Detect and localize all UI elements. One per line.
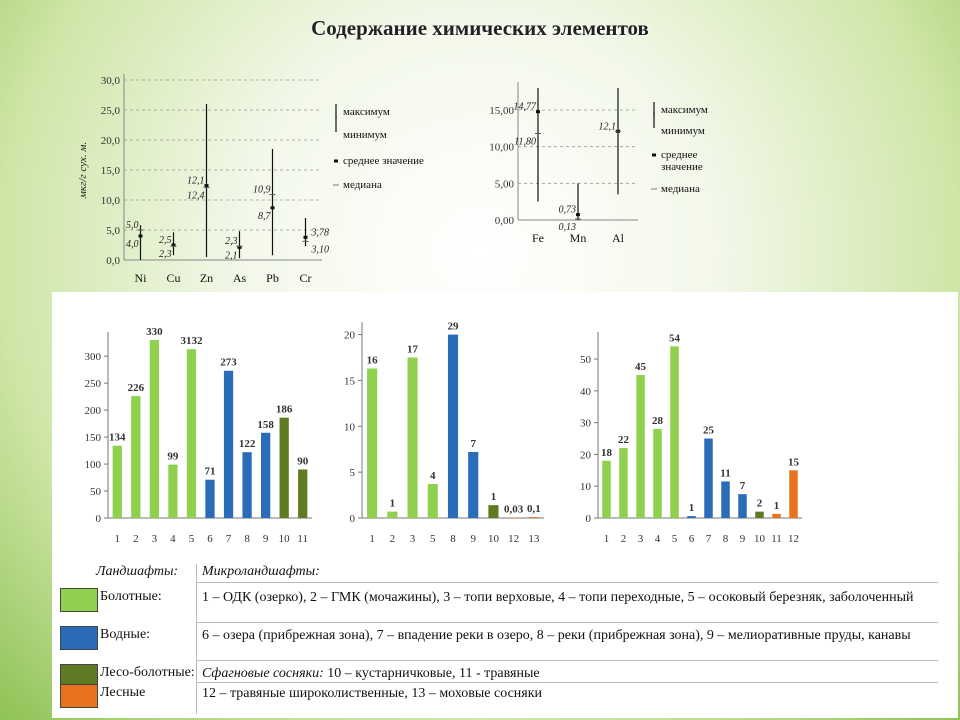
legend-name: Лесо-болотные: [100, 665, 195, 680]
y-tick-label: 0 [349, 513, 355, 525]
value-label: 12,1 [187, 175, 205, 187]
data-label: 0,03 [504, 503, 524, 516]
y-tick-label: 300 [84, 351, 101, 364]
x-tick-label: 8 [450, 533, 456, 545]
y-tick-label: 200 [84, 405, 101, 418]
legend-name: Водные: [100, 627, 151, 642]
bar-9 [738, 494, 747, 518]
data-label: 28 [652, 415, 663, 427]
value-label: 5,0 [126, 220, 139, 231]
x-tick-label: 4 [170, 533, 176, 545]
legend-desc-rest: 10 – кустарничковые, 11 - травяные [323, 666, 540, 681]
data-label: 18 [601, 446, 612, 459]
data-label: 158 [257, 418, 274, 431]
x-tick-label: 3 [409, 533, 416, 545]
legend-desc [202, 665, 942, 682]
x-tick-label: 8 [244, 533, 250, 545]
x-tick-label: 12 [508, 533, 520, 545]
bar-8 [721, 481, 730, 518]
y-tick-label: 150 [84, 432, 101, 445]
data-label: 99 [167, 450, 179, 463]
legend-row-water [52, 624, 958, 652]
bar-5 [187, 349, 196, 518]
x-tick-label: 10 [754, 533, 765, 545]
legend-swatch-water [60, 626, 98, 650]
x-tick-label: 8 [722, 533, 729, 545]
y-tick-label: 10,0 [100, 195, 120, 207]
y-tick-label: 5,0 [106, 225, 120, 237]
x-tick-label: Zn [199, 271, 214, 285]
value-label: 3,10 [311, 244, 329, 256]
y-tick-label: 10 [580, 481, 591, 494]
data-label: 4 [430, 470, 436, 483]
x-tick-label: 7 [705, 533, 712, 545]
range-chart-fe-mn-al [470, 82, 730, 252]
data-label: 11 [720, 467, 731, 480]
x-tick-label: Pb [266, 271, 279, 285]
bar-1 [113, 446, 122, 518]
bar-9 [468, 452, 478, 518]
data-label: 7 [739, 480, 746, 493]
data-label: 22 [618, 434, 629, 447]
y-tick-label: 100 [84, 459, 101, 472]
x-tick-label: 13 [528, 533, 540, 545]
x-tick-label: 11 [771, 533, 782, 545]
y-tick-label: 5,00 [494, 178, 514, 191]
x-tick-label: Al [612, 231, 624, 245]
legend-label: среднее [661, 149, 698, 161]
x-tick-label: 5 [671, 533, 678, 545]
data-label: 273 [220, 356, 237, 369]
value-label: 2,5 [159, 235, 172, 246]
x-tick-label: As [232, 271, 247, 285]
x-tick-label: 6 [207, 533, 213, 545]
value-label: 3,78 [311, 227, 329, 239]
bar-6 [205, 480, 214, 518]
x-tick-label: 2 [133, 533, 139, 545]
data-label: 71 [204, 465, 216, 478]
y-tick-label: 250 [84, 378, 101, 391]
x-tick-label: 3 [637, 533, 644, 545]
value-label: 0,13 [558, 222, 576, 234]
data-label: 16 [366, 354, 378, 367]
x-tick-label: 5 [430, 533, 436, 545]
legend-swatch-forest [60, 684, 98, 708]
x-tick-label: 1 [603, 533, 610, 545]
x-tick-label: Cr [299, 271, 312, 285]
x-tick-label: 9 [739, 533, 746, 545]
legend-head-landscape: Ландшафты: [96, 564, 179, 579]
bar-4 [653, 429, 662, 518]
x-tick-label: 10 [278, 533, 290, 545]
y-axis-label: мкг/г сух. м. [77, 141, 89, 199]
x-tick-label: 2 [389, 533, 396, 545]
bar-10 [755, 512, 764, 518]
value-label: 10,9 [253, 184, 271, 196]
bar-3 [408, 358, 418, 518]
legend-divider [196, 564, 197, 714]
bar-11 [298, 469, 307, 518]
x-tick-label: 4 [654, 533, 661, 545]
bar-chart-3 [562, 302, 812, 558]
legend-name: Болотные: [100, 589, 162, 604]
x-tick-label: 1 [114, 533, 121, 545]
bar-5 [670, 346, 679, 518]
legend-desc: 6 – озера (прибрежная зона), 7 – впадение реки в озеро, 8 – реки (прибрежная зона), 9 – мелиоративные пруды, канавы [202, 628, 911, 643]
x-tick-label: 10 [487, 533, 499, 545]
data-label: 17 [407, 343, 419, 356]
y-tick-label: 50 [90, 486, 101, 499]
bar-7 [704, 439, 713, 518]
bar-2 [131, 396, 140, 518]
data-label: 1 [490, 491, 497, 504]
page-title: Содержание химических элементов [311, 16, 649, 40]
x-tick-label: 12 [788, 533, 799, 545]
y-tick-label: 30 [580, 417, 591, 430]
bar-2 [619, 448, 628, 518]
legend-desc: 1 – ОДК (озерко), 2 – ГМК (мочажины), 3 – топи верховые, 4 – топи переходные, 5 – осоковый березняк, заболоченный [202, 590, 914, 605]
bar-11 [772, 514, 781, 518]
value-label: 8,7 [258, 210, 271, 222]
data-label: 1 [773, 499, 780, 512]
data-label: 186 [275, 403, 293, 416]
bar-12 [789, 470, 798, 518]
x-tick-label: 2 [620, 533, 627, 545]
y-tick-label: 15 [344, 375, 355, 388]
value-label: 12,1 [598, 121, 616, 133]
legend-name: Лесные [100, 685, 146, 700]
x-tick-label: 9 [470, 533, 476, 545]
x-tick-label: 6 [688, 533, 695, 545]
y-tick-label: 50 [580, 354, 591, 367]
data-label: 134 [109, 431, 126, 444]
legend-label: максимум [343, 106, 390, 118]
data-label: 45 [635, 360, 646, 373]
data-label: 25 [703, 424, 714, 437]
legend-desc: 12 – травяные широколиственные, 13 – моховые сосняки [202, 686, 543, 701]
range-chart-heavy-metals [70, 70, 460, 292]
y-tick-label: 30,0 [100, 75, 120, 87]
bar-5 [428, 484, 438, 518]
value-label: 2,3 [159, 249, 172, 261]
legend-label: медиана [661, 183, 700, 195]
y-tick-label: 10,00 [489, 141, 514, 154]
legend-label: минимум [343, 129, 387, 141]
value-label: 14,77 [513, 101, 536, 113]
x-tick-label: Ni [134, 271, 147, 285]
bar-12 [509, 518, 519, 519]
x-tick-label: Fe [532, 231, 544, 245]
data-label: 3132 [180, 335, 203, 348]
legend-swatch-bog [60, 588, 98, 612]
y-tick-label: 40 [580, 385, 591, 398]
y-tick-label: 25,0 [100, 105, 120, 117]
y-tick-label: 0,00 [494, 215, 514, 227]
y-tick-label: 0 [95, 513, 101, 525]
data-label: 226 [127, 382, 145, 395]
value-label: 11,80 [514, 136, 536, 148]
data-label: 29 [447, 320, 459, 333]
bar-chart-2 [332, 318, 552, 558]
x-tick-label: 3 [151, 533, 158, 545]
y-tick-label: 15,0 [100, 165, 120, 177]
data-label: 122 [238, 438, 256, 451]
data-label: 0,1 [527, 503, 541, 516]
legend-label: медиана [343, 179, 382, 191]
bar-13 [529, 517, 539, 518]
legend-row-bog [52, 586, 958, 614]
y-tick-label: 10 [344, 421, 355, 434]
data-label: 330 [146, 326, 163, 338]
legend-label: значение [661, 161, 703, 173]
bar-8 [448, 335, 458, 518]
bar-6 [687, 516, 696, 518]
value-label: 12,4 [187, 190, 205, 202]
y-tick-label: 5 [349, 467, 355, 480]
legend-label: среднее значение [343, 155, 424, 167]
legend-head-micro: Микроландшафты: [202, 564, 320, 579]
bar-chart-1 [72, 302, 322, 558]
data-label: 90 [297, 455, 309, 468]
bar-3 [150, 340, 159, 518]
value-label: 2,1 [225, 250, 238, 262]
legend-label: минимум [661, 125, 705, 137]
value-label: 4,0 [126, 239, 139, 250]
y-tick-label: 0 [585, 513, 591, 525]
y-tick-label: 20 [580, 449, 591, 462]
data-label: 1 [688, 502, 695, 515]
data-label: 2 [756, 497, 763, 510]
y-tick-label: 15,00 [489, 105, 514, 117]
bar-1 [602, 461, 611, 518]
x-tick-label: 7 [225, 533, 232, 545]
y-tick-label: 0,0 [106, 255, 120, 267]
legend-desc-italic: Сфагновые сосняки: [202, 666, 324, 681]
x-tick-label: 9 [262, 533, 269, 545]
bar-charts-panel [52, 292, 958, 718]
value-label: 2,3 [225, 236, 238, 248]
x-tick-label: 1 [369, 533, 375, 545]
bar-7 [224, 371, 233, 518]
bar-10 [488, 505, 498, 518]
data-label: 15 [788, 456, 799, 469]
x-tick-label: Cu [166, 271, 181, 285]
bar-4 [168, 465, 177, 518]
y-tick-label: 20,0 [100, 135, 120, 147]
legend-row-forest [52, 682, 958, 710]
y-tick-label: 20 [344, 329, 355, 342]
data-label: 1 [389, 497, 396, 510]
legend-label: максимум [661, 104, 708, 116]
x-tick-label: 5 [188, 533, 195, 545]
bar-8 [242, 452, 251, 518]
bar-1 [367, 369, 377, 518]
bar-10 [280, 418, 289, 518]
bar-9 [261, 433, 270, 518]
x-tick-label: 11 [297, 533, 309, 545]
x-tick-label: Mn [569, 231, 587, 245]
value-label: 0,73 [558, 204, 576, 216]
data-label: 7 [470, 437, 476, 450]
data-label: 54 [669, 332, 680, 345]
bar-2 [387, 512, 397, 518]
bar-3 [636, 375, 645, 518]
